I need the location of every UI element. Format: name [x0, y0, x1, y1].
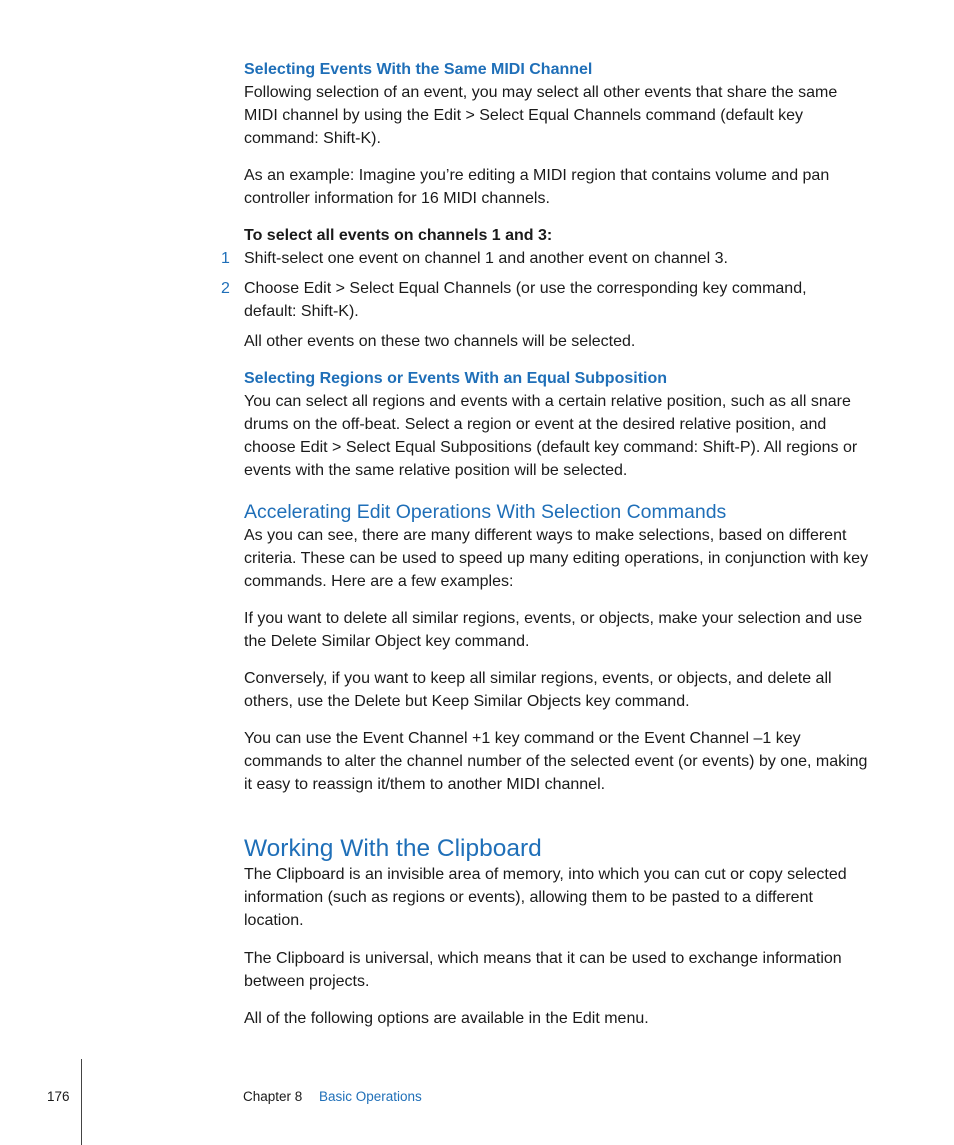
step-text: Shift-select one event on channel 1 and another event on channel 3.	[244, 250, 728, 267]
step-number: 1	[221, 250, 230, 267]
footer-divider	[81, 1059, 82, 1145]
section-heading-accelerating-edit: Accelerating Edit Operations With Selection Commands	[244, 501, 727, 523]
footer-chapter-title: Basic Operations	[319, 1089, 422, 1104]
paragraph: The Clipboard is an invisible area of memory, into which you can cut or copy selected information (such as regions or events), allowing them to be pasted to a different location.	[244, 866, 847, 929]
paragraph: Following selection of an event, you may select all other events that share the same MIDI channel by using the Edit > Select Equal Channels command (default key command: Shift-K).	[244, 84, 838, 147]
paragraph: All of the following options are available in the Edit menu.	[244, 1010, 649, 1027]
step-number: 2	[221, 280, 230, 297]
paragraph: You can select all regions and events with a certain relative position, such as all snare drums on the off-beat. Select a region or event at the desired relative position, and choose Edit > Select Equal Subpositions (default key command: Shift-P). All regions or events with the same relative position will be selected.	[244, 393, 858, 479]
step-result: All other events on these two channels will be selected.	[244, 333, 636, 350]
section-heading-equal-subposition: Selecting Regions or Events With an Equal Subposition	[244, 370, 668, 387]
paragraph: Conversely, if you want to keep all similar regions, events, or objects, and delete all others, use the Delete but Keep Similar Objects key command.	[244, 670, 832, 710]
paragraph: As you can see, there are many different ways to make selections, based on different criteria. These can be used to speed up many editing operations, in conjunction with key commands. Here are a few examples:	[244, 527, 869, 590]
step-text: Choose Edit > Select Equal Channels (or use the corresponding key command, default: Shift-K).	[244, 280, 807, 320]
chapter-section-title: Working With the Clipboard	[244, 835, 542, 862]
paragraph: As an example: Imagine you’re editing a MIDI region that contains volume and pan controller information for 16 MIDI channels.	[244, 167, 830, 207]
paragraph: If you want to delete all similar regions, events, or objects, make your selection and use the Delete Similar Object key command.	[244, 610, 863, 650]
paragraph: The Clipboard is universal, which means that it can be used to exchange information between projects.	[244, 950, 842, 990]
footer-chapter-label: Chapter 8	[243, 1089, 303, 1104]
section-heading-same-midi-channel: Selecting Events With the Same MIDI Channel	[244, 61, 593, 78]
page-number: 176	[47, 1089, 70, 1104]
task-heading: To select all events on channels 1 and 3:	[244, 227, 553, 244]
paragraph: You can use the Event Channel +1 key command or the Event Channel –1 key commands to alter the channel number of the selected event (or events) by one, making it easy to reassign it/them to another MIDI channel.	[244, 730, 868, 793]
